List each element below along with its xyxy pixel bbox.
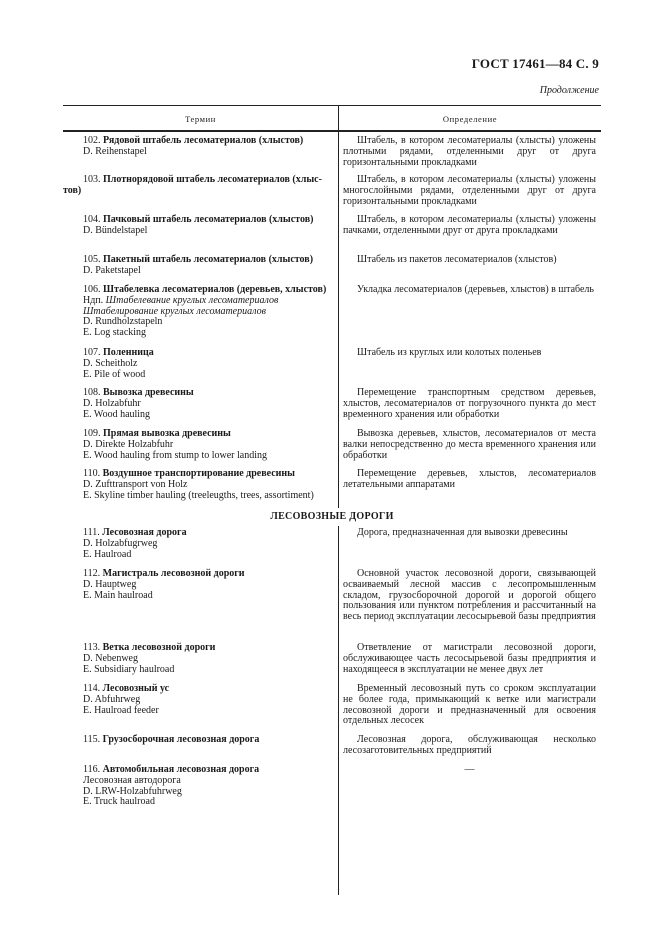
definition-107: Штабель из круглых или колотых поленьев <box>357 347 542 358</box>
term-105: 105. Пакетный штабель лесоматериалов (хлыстов) D. Paketstapel <box>83 254 314 276</box>
definition-111: Дорога, предназначенная для вывозки древесины <box>357 527 568 538</box>
table-top-rule <box>63 105 601 106</box>
definition-102: Штабель, в котором лесоматериалы (хлысты) уложены плотными рядами, отделенными друг от друга горизонтальными прокладками <box>343 135 596 168</box>
table-header-rule <box>63 130 601 132</box>
definition-113: Ответвление от магистрали лесовозной дороги, обслуживающее часть лесосырьевой базы предприятия и находящееся в эксплуатации не менее двух лет <box>343 642 596 675</box>
definition-110: Перемещение деревьев, хлыстов, лесоматериалов летательными аппаратами <box>343 468 596 490</box>
definition-103: Штабель, в котором лесоматериалы (хлысты) уложены многослойными рядами, отделенными друг от друга горизонтальными прокладками <box>343 174 596 207</box>
term-113: 113. Ветка лесовозной дороги D. Nebenweg E. Subsidiary haulroad <box>83 642 216 675</box>
term-111: 111. Лесовозная дорога D. Holzabfugrweg E. Haulroad <box>83 527 187 560</box>
column-header-term: Термин <box>185 114 216 124</box>
definition-106: Укладка лесоматериалов (деревьев, хлыстов) в штабель <box>357 284 594 295</box>
terms-table <box>63 105 601 895</box>
column-divider <box>338 105 339 895</box>
continued-label: Продолжение <box>539 85 599 96</box>
term-109: 109. Прямая вывозка древесины D. Direkte Holzabfuhr E. Wood hauling from stump to lower landing <box>83 428 267 461</box>
page-header: ГОСТ 17461—84 С. 9 <box>471 56 599 71</box>
term-116: 116. Автомобильная лесовозная дорога Лесовозная автодорога D. LRW-Holzabfuhrweg E. Truck haulroad <box>83 764 260 808</box>
term-104: 104. Пачковый штабель лесоматериалов (хлыстов) D. Bündelstapel <box>83 214 314 236</box>
term-102: 102. Рядовой штабель лесоматериалов (хлыстов) D. Reihenstapel <box>83 135 304 157</box>
term-106: 106. Штабелевка лесоматериалов (деревьев, хлыстов) Ндп. Штабелевание круглых лесоматериалов Штабелирование круглых лесоматериалов D. Rundholzstapeln E. Log stacking <box>83 284 327 339</box>
definition-108: Перемещение транспортным средством деревьев, хлыстов, лесоматериалов от погрузочного пункта до мест временного хранения или обработки <box>343 387 596 420</box>
column-header-definition: Определение <box>442 114 498 124</box>
term-110: 110. Воздушное транспортирование древесины D. Zufttransport von Holz E. Skyline timber hauling (treeleugths, trees, assortiment) <box>83 468 314 501</box>
term-112: 112. Магистраль лесовозной дороги D. Hauptweg E. Main haulroad <box>83 568 245 601</box>
definition-112: Основной участок лесовозной дороги, связывающей осваиваемый лесной массив с лесопромышленным складом, грузосборочной дорогой и дорогой общего пользования или пунктом потребления и рассчитанный на весь период эксплуатации лесосырьевой базы предприятия <box>343 568 596 623</box>
definition-104: Штабель, в котором лесоматериалы (хлысты) уложены пачками, отделенными друг от друга прокладками <box>343 214 596 236</box>
term-114: 114. Лесовозный ус D. Abfuhrweg E. Haulroad feeder <box>83 683 170 716</box>
section-heading: ЛЕСОВОЗНЫЕ ДОРОГИ <box>63 508 601 526</box>
term-108: 108. Вывозка древесины D. Holzabfuhr E. Wood hauling <box>83 387 194 420</box>
term-107: 107. Поленница D. Scheitholz E. Pile of wood <box>83 347 154 380</box>
term-103: 103. Плотнорядовой штабель лесоматериалов (хлыс- тов) <box>63 174 322 196</box>
definition-105: Штабель из пакетов лесоматериалов (хлыстов) <box>357 254 557 265</box>
term-115: 115. Грузосборочная лесовозная дорога <box>83 734 260 745</box>
definition-115: Лесовозная дорога, обслуживающая несколько лесозаготовительных предприятий <box>343 734 596 756</box>
definition-116: — <box>464 764 475 775</box>
definition-114: Временный лесовозный путь со сроком эксплуатации не более года, примыкающий к ветке или магистрали лесовозной дороги и предназначенный для освоения отдельных лесосек <box>343 683 596 727</box>
definition-109: Вывозка деревьев, хлыстов, лесоматериалов от места валки непосредственно до места временного хранения или обработки <box>343 428 596 461</box>
